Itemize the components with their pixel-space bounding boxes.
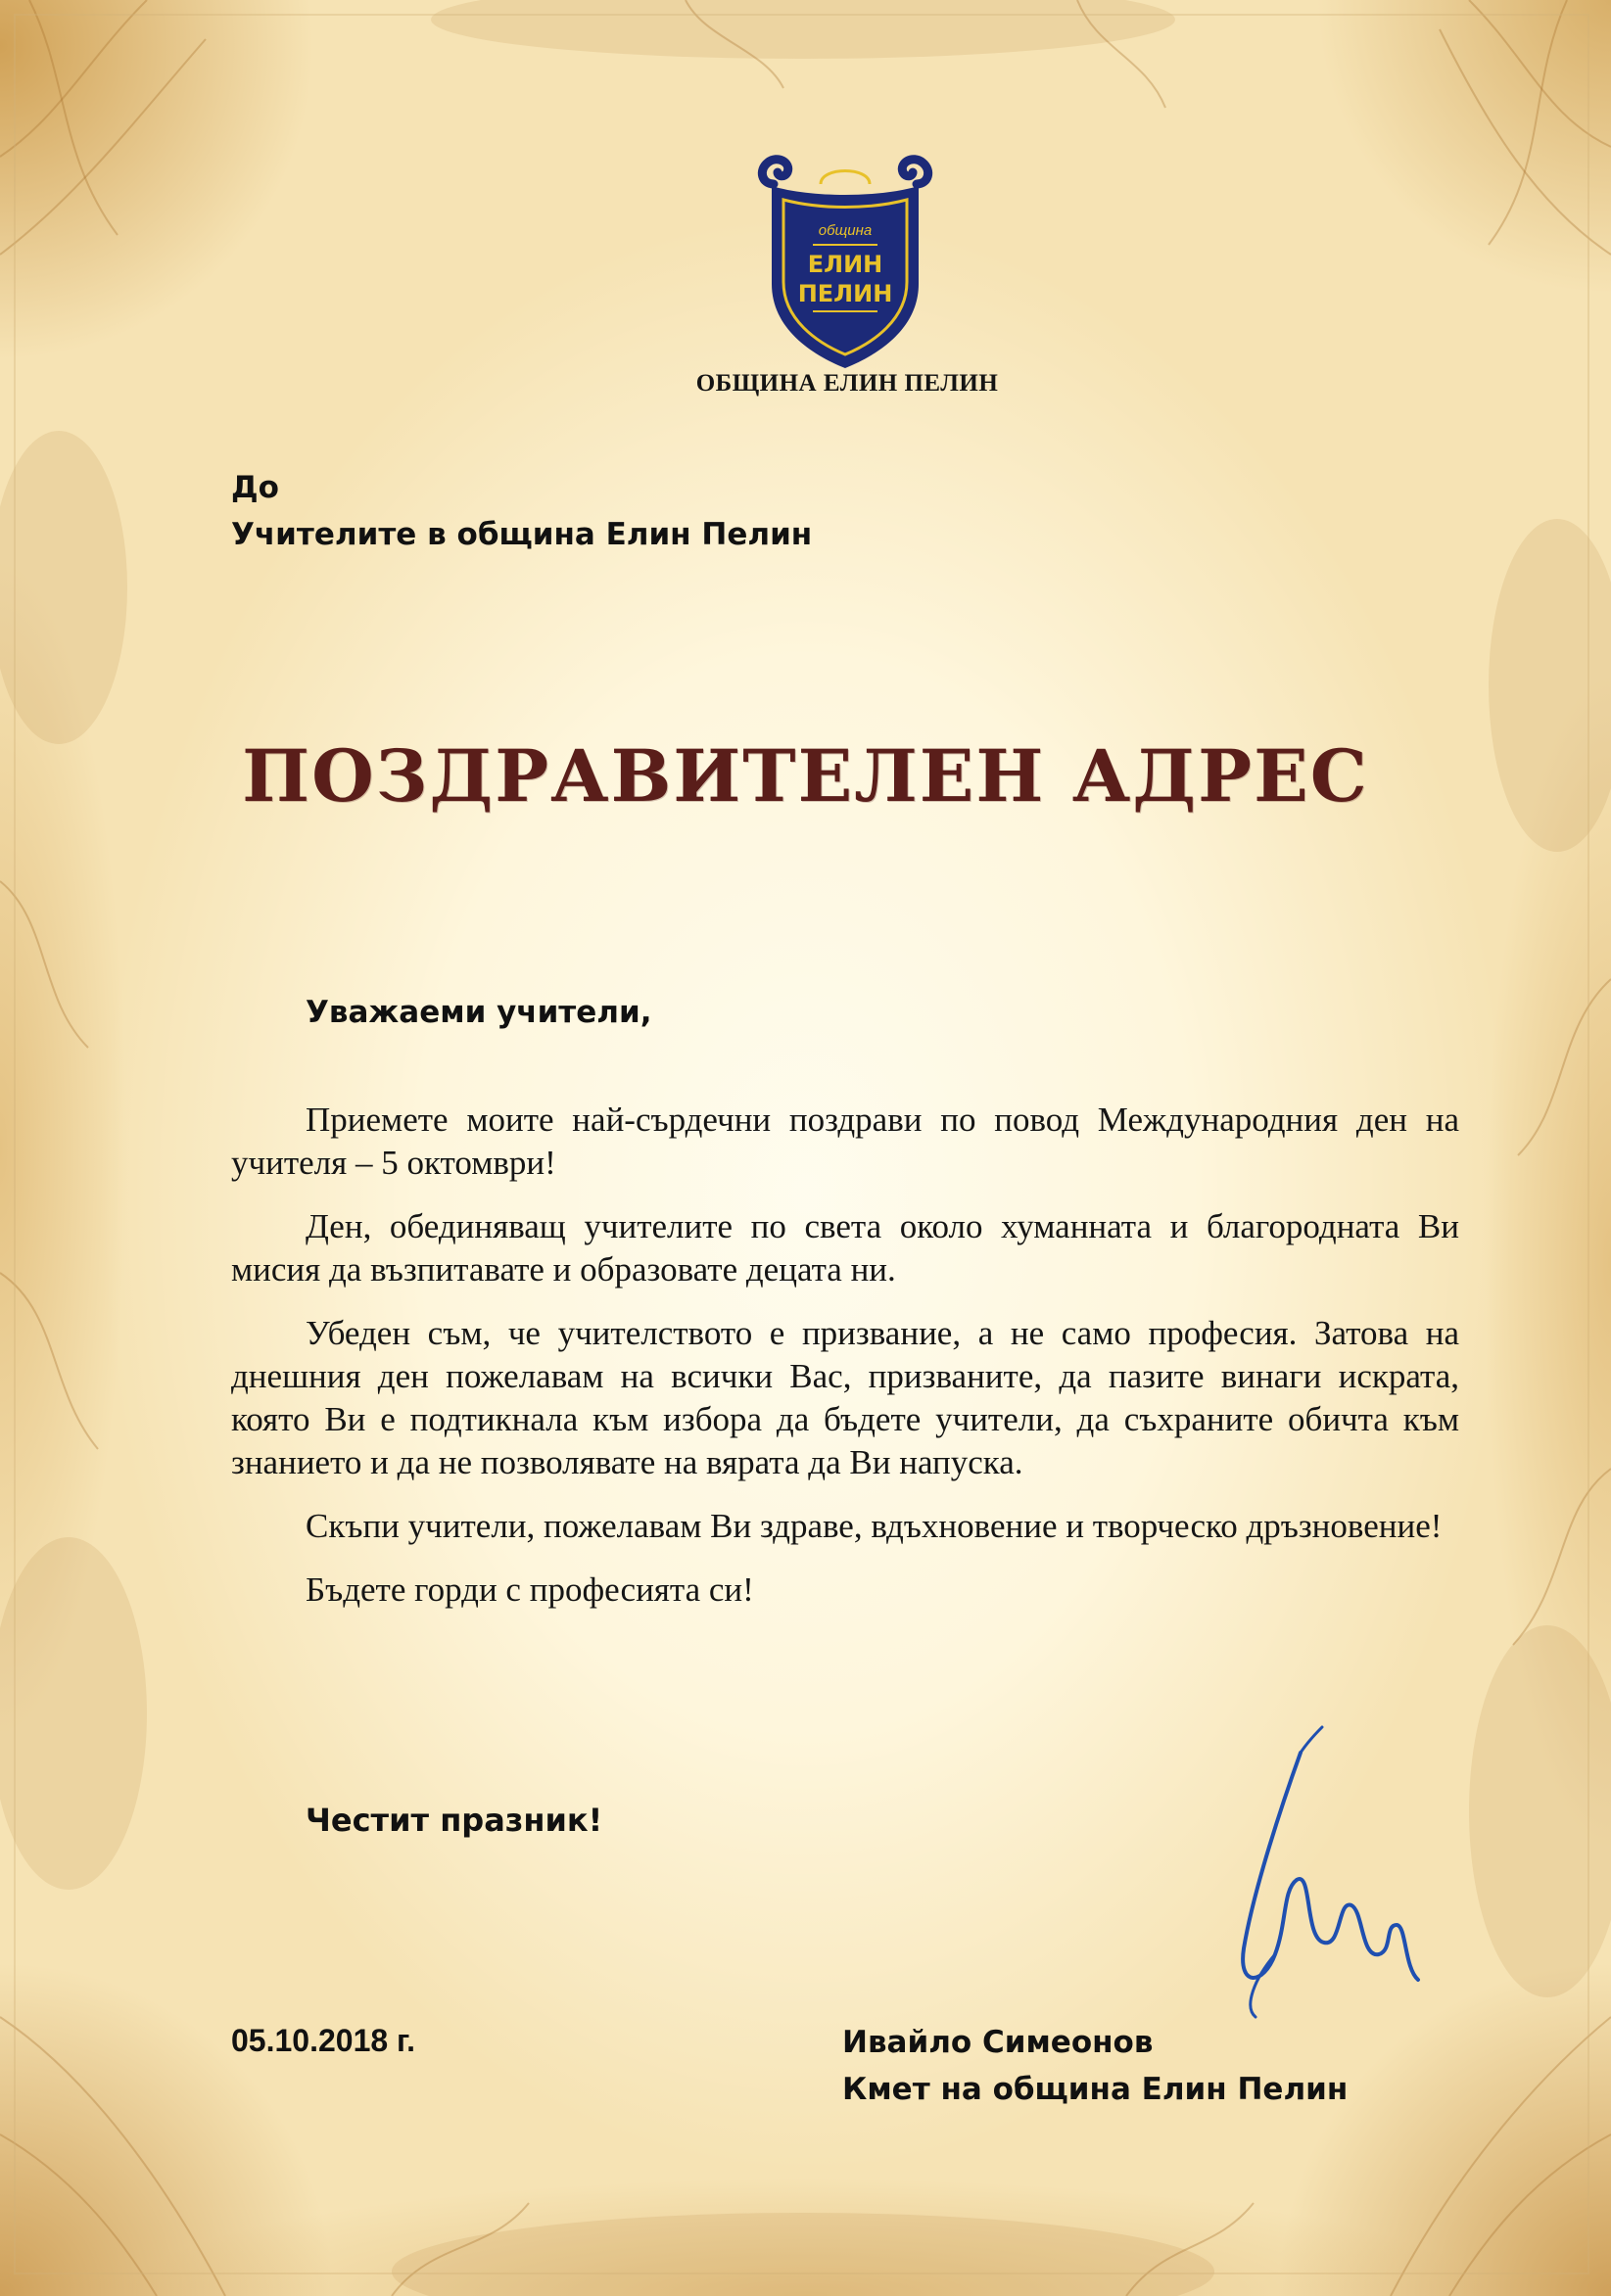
handwritten-signature xyxy=(1214,1723,1440,2046)
letter-date: 05.10.2018 г. xyxy=(231,2023,416,2058)
body-paragraph: Ден, обединяващ учителите по света около хуманната и благородната Ви мисия да възпитавате и образовате децата ни. xyxy=(231,1207,1459,1289)
signer-name: Ивайло Симеонов xyxy=(842,2025,1154,2060)
addressee-recipient: Учителите в община Елин Пелин xyxy=(231,517,813,552)
municipality-crest-logo xyxy=(752,147,938,372)
body-paragraph: Бъдете горди с професията си! xyxy=(306,1570,754,1609)
body-paragraph: Убеден съм, че учителството е призвание, а не само професия. Затова на днешния ден пожелавам на всички Вас, призваните, да пазите винаги искрата, която Ви е подтикнала към избора да бъдете учители, да съхраните обичта към знанието и да не позволявате на вярата да Ви напуска. xyxy=(231,1314,1459,1481)
addressee-to: До xyxy=(231,470,279,505)
logo-line3: ПЕЛИН xyxy=(797,280,893,307)
document-title: ПОЗДРАВИТЕЛЕН АДРЕС xyxy=(242,734,1369,819)
greeting: Уважаеми учители, xyxy=(306,995,652,1030)
signer-title: Кмет на община Елин Пелин xyxy=(842,2072,1349,2107)
closing-phrase: Честит празник! xyxy=(306,1802,603,1839)
logo-line1: община xyxy=(818,222,873,239)
body-paragraph: Скъпи учители, пожелавам Ви здраве, вдъхновение и творческо дръзновение! xyxy=(306,1507,1443,1545)
body-paragraph: Приемете моите най-сърдечни поздрави по повод Международния ден на учителя – 5 октомври! xyxy=(231,1101,1459,1182)
organization-name: ОБЩИНА ЕЛИН ПЕЛИН xyxy=(695,370,999,397)
logo-line2: ЕЛИН xyxy=(807,251,883,278)
letter-body xyxy=(231,1099,1459,1632)
